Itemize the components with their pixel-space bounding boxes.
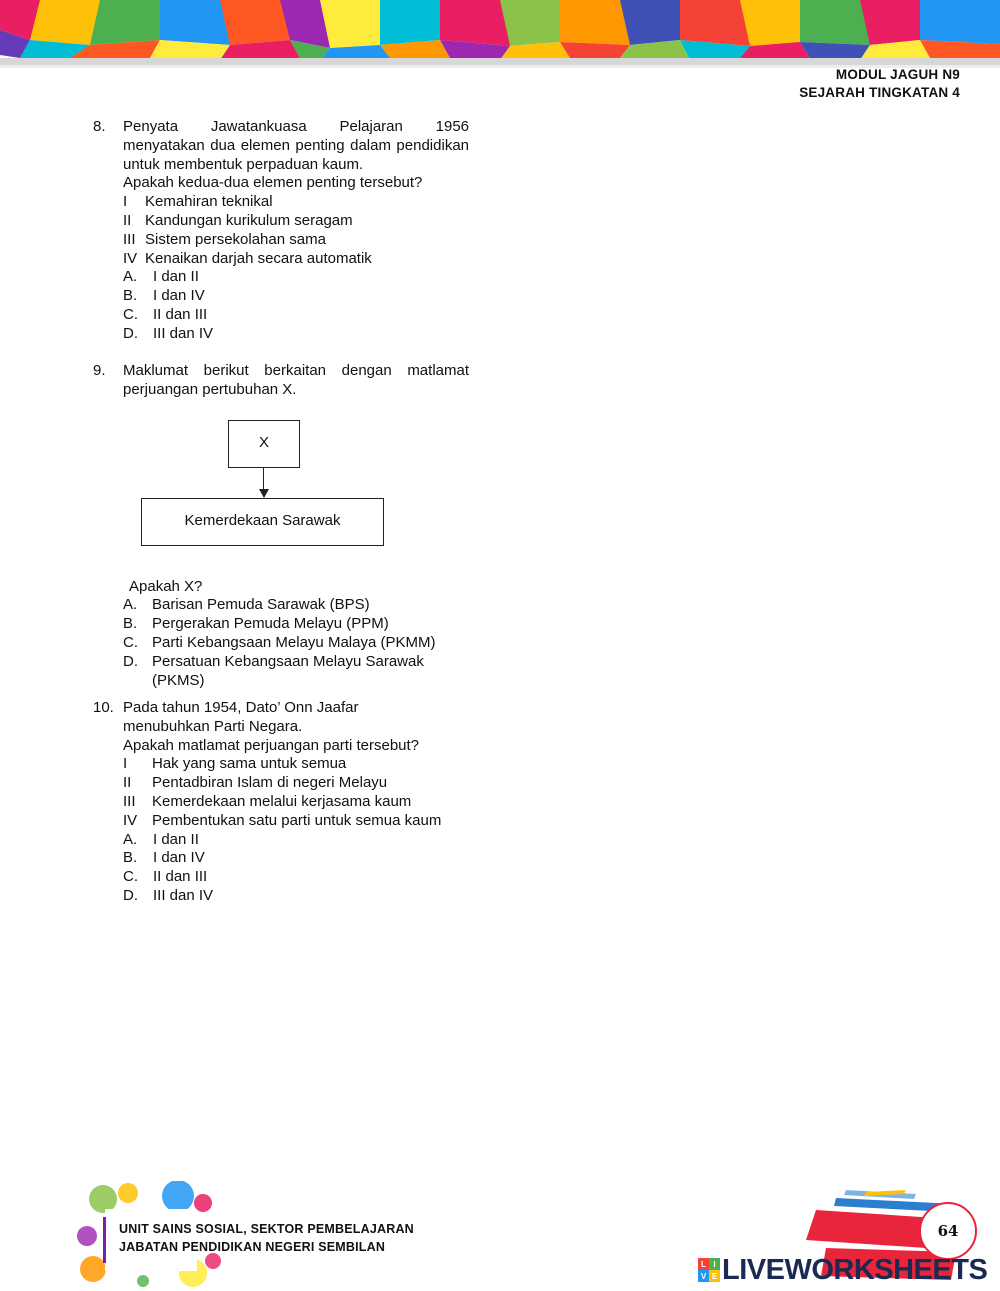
module-header bbox=[799, 66, 960, 102]
answer-option-a[interactable]: A. I dan II bbox=[123, 268, 199, 286]
question-10 bbox=[93, 699, 469, 906]
liveworksheets-logo bbox=[698, 1253, 987, 1287]
answer-option-b[interactable]: B. Pergerakan Pemuda Melayu (PPM) bbox=[123, 615, 389, 633]
module-title: MODUL JAGUH N9 bbox=[835, 67, 960, 82]
question-9 bbox=[93, 362, 469, 690]
page-number: 64 bbox=[937, 1222, 959, 1240]
question-prompt: Apakah X? bbox=[129, 577, 203, 595]
diagram-arrow-line bbox=[263, 467, 264, 490]
question-stem: Penyata Jawatankuasa Pelajaran 1956 menyatakan dua elemen penting dalam pendidikan untuk membentuk perpaduan kaum. bbox=[123, 118, 469, 173]
question-number: 8. bbox=[93, 118, 106, 135]
statement-item: II Pentadbiran Islam di negeri Melayu bbox=[123, 774, 388, 792]
answer-option-b[interactable]: B. I dan IV bbox=[123, 849, 205, 867]
question-stem: Maklumat berikut berkaitan dengan matlamat perjuangan pertubuhan X. bbox=[123, 362, 469, 398]
answer-option-d[interactable]: D. III dan IV bbox=[123, 324, 214, 342]
answer-option-c[interactable]: C. II dan III bbox=[123, 305, 208, 323]
statement-item: II Kandungan kurikulum seragam bbox=[123, 211, 353, 229]
statement-item: IV Kenaikan darjah secara automatik bbox=[123, 249, 372, 267]
diagram-box-x: X bbox=[228, 420, 300, 468]
arrow-down-icon bbox=[259, 489, 269, 498]
answer-option-c[interactable]: C. Parti Kebangsaan Melayu Malaya (PKMM) bbox=[123, 633, 436, 651]
question-8 bbox=[93, 118, 469, 344]
answer-option-c[interactable]: C. II dan III bbox=[123, 868, 208, 886]
footer-line-1: UNIT SAINS SOSIAL, SEKTOR PEMBELAJARAN bbox=[119, 1222, 414, 1236]
flow-diagram bbox=[123, 400, 469, 578]
question-number: 10. bbox=[93, 699, 114, 716]
question-prompt: Apakah kedua-dua elemen penting tersebut? bbox=[123, 174, 423, 192]
footer-organization bbox=[119, 1220, 414, 1256]
answer-option-a[interactable]: A. Barisan Pemuda Sarawak (BPS) bbox=[123, 596, 370, 614]
answer-option-b[interactable]: B. I dan IV bbox=[123, 287, 205, 305]
statement-item: IV Pembentukan satu parti untuk semua kaum bbox=[123, 811, 442, 829]
diagram-box-goal: Kemerdekaan Sarawak bbox=[141, 498, 384, 546]
statement-item: III Sistem persekolahan sama bbox=[123, 230, 326, 248]
answer-option-d[interactable]: D. III dan IV bbox=[123, 886, 214, 904]
question-prompt: Apakah matlamat perjuangan parti tersebut? bbox=[123, 736, 420, 754]
answer-option-d[interactable]: D. Persatuan Kebangsaan Melayu Sarawak (PKMS) bbox=[123, 652, 424, 689]
statement-item: I Kemahiran teknikal bbox=[123, 193, 273, 211]
statement-item: I Hak yang sama untuk semua bbox=[123, 755, 347, 773]
question-stem: Pada tahun 1954, Dato’ Onn Jaafar menubuhkan Parti Negara. bbox=[123, 699, 359, 735]
liveworksheets-icon: L I V E bbox=[698, 1258, 720, 1282]
liveworksheets-text: LIVEWORKSHEETS bbox=[722, 1254, 988, 1286]
statement-item: III Kemerdekaan melalui kerjasama kaum bbox=[123, 792, 412, 810]
module-subtitle: SEJARAH TINGKATAN 4 bbox=[799, 85, 960, 100]
footer-line-2: JABATAN PENDIDIKAN NEGERI SEMBILAN bbox=[119, 1240, 386, 1254]
question-number: 9. bbox=[93, 362, 106, 379]
answer-option-a[interactable]: A. I dan II bbox=[123, 830, 199, 848]
